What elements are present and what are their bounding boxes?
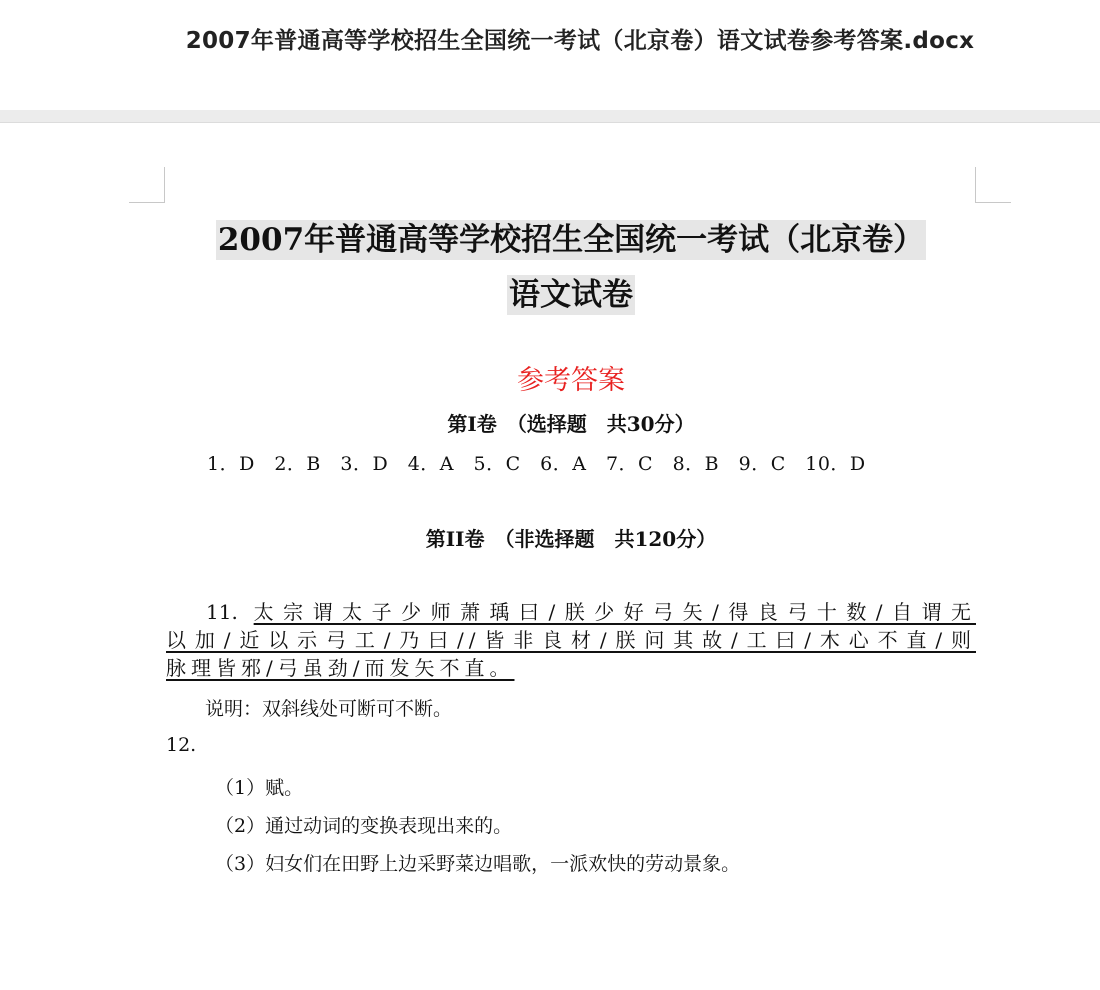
q12-sub3: （3）妇女们在田野上边采野菜边唱歌，一派欢快的劳动景象。 (215, 853, 741, 875)
q11-note: 说明：双斜线处可断可不断。 (205, 698, 453, 720)
q11-line3: 脉理皆邪/弓虽劲/而发矢不直。 (166, 656, 515, 680)
document-title (0, 214, 1100, 259)
answer-heading: 参考答案 (517, 365, 625, 396)
question-11 (166, 598, 976, 654)
q12-number: 12. (166, 734, 197, 756)
q12-sub2: （2）通过动词的变换表现出来的。 (215, 815, 513, 837)
multiple-choice-answers: 1．D 2．B 3．D 4．A 5．C 6．A 7．C 8．B 9．C 10．D (207, 453, 866, 475)
section2-heading: 第II卷 （非选择题 共120分） (425, 527, 717, 551)
q11-number: 11. (206, 600, 238, 624)
q11-line2: 以加/近以示弓工/乃曰//皆非良材/朕问其故/工曰/木心不直/则 (166, 628, 976, 652)
document-title-line1: 2007年普通高等学校招生全国统一考试（北京卷） (217, 222, 925, 258)
margin-corner-top-left (129, 167, 165, 203)
q11-line1: 太宗谓太子少师萧瑀曰/朕少好弓矢/得良弓十数/自谓无 (253, 600, 976, 624)
document-title-line2: 语文试卷 (509, 277, 633, 313)
window-title: 2007年普通高等学校招生全国统一考试（北京卷）语文试卷参考答案.docx (185, 28, 975, 54)
document-subtitle (0, 269, 1100, 314)
toolbar-divider (0, 110, 1100, 123)
section1-heading: 第I卷 （选择题 共30分） (447, 412, 695, 436)
margin-corner-top-right (975, 167, 1011, 203)
q12-sub1: （1）赋。 (215, 777, 304, 799)
window-header (0, 0, 1100, 110)
question-11-last-line (166, 654, 976, 682)
